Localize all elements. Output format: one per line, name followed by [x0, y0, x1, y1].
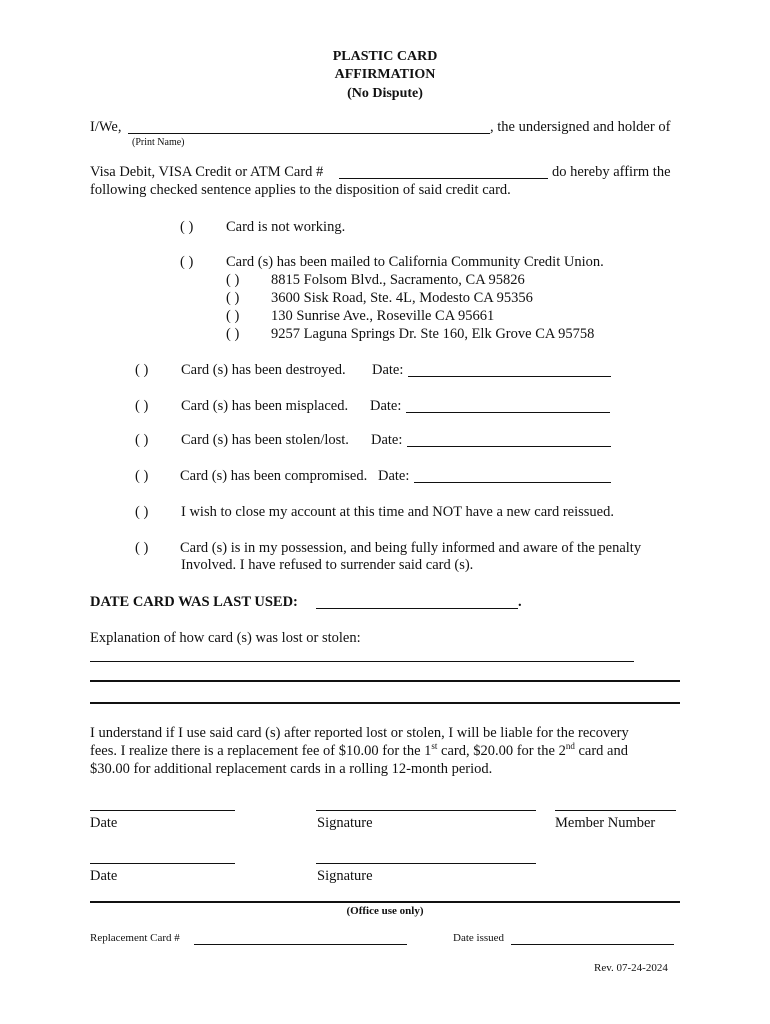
date-issued-label: Date issued — [453, 932, 505, 944]
replacement-card-field[interactable] — [194, 944, 407, 945]
checkbox-close-account[interactable]: ( ) — [135, 504, 149, 520]
option-possession-line1: Card (s) is in my possession, and being fully informed and aware of the penalty — [180, 540, 642, 556]
office-heading: (Office use only) — [346, 905, 424, 917]
signature-field-2[interactable] — [316, 863, 536, 864]
explanation-line-2[interactable] — [90, 680, 680, 682]
checkbox-branch-modesto[interactable]: ( ) — [226, 290, 240, 306]
signature-label-2: Signature — [317, 868, 373, 884]
holder-prefix: I/We, — [90, 119, 122, 135]
date-issued-field[interactable] — [511, 944, 674, 945]
signature-label-1: Signature — [317, 815, 373, 831]
option-possession-line2: Involved. I have refused to surrender said card (s). — [181, 557, 474, 573]
misplaced-date-label: Date: — [370, 398, 402, 414]
option-close-account: I wish to close my account at this time and NOT have a new card reissued. — [181, 504, 614, 520]
destroyed-date-field[interactable] — [408, 376, 611, 377]
compromised-date-field[interactable] — [414, 482, 611, 483]
checkbox-possession[interactable]: ( ) — [135, 540, 149, 556]
print-name-field[interactable] — [128, 133, 490, 134]
branch-modesto: 3600 Sisk Road, Ste. 4L, Modesto CA 95356 — [271, 290, 533, 306]
date-field-1[interactable] — [90, 810, 235, 811]
checkbox-branch-roseville[interactable]: ( ) — [226, 308, 240, 324]
option-stolen: Card (s) has been stolen/lost. — [181, 432, 349, 448]
form-title-line1: PLASTIC CARD — [332, 49, 438, 64]
stolen-date-field[interactable] — [407, 446, 611, 447]
destroyed-date-label: Date: — [372, 362, 404, 378]
liability-line1: I understand if I use said card (s) after reported lost or stolen, I will be liable for the recovery — [90, 725, 629, 741]
card-line-suffix: do hereby affirm the — [552, 164, 671, 180]
checkbox-branch-sacramento[interactable]: ( ) — [226, 272, 240, 288]
checkbox-mailed[interactable]: ( ) — [180, 254, 194, 270]
explanation-label: Explanation of how card (s) was lost or stolen: — [90, 630, 361, 646]
office-divider — [90, 901, 680, 903]
revision-label: Rev. 07-24-2024 — [594, 962, 668, 974]
card-number-field[interactable] — [339, 178, 548, 179]
holder-suffix: , the undersigned and holder of — [490, 119, 671, 135]
member-number-field[interactable] — [555, 810, 676, 811]
explanation-line-1[interactable] — [90, 661, 634, 662]
branch-sacramento: 8815 Folsom Blvd., Sacramento, CA 95826 — [271, 272, 525, 288]
option-destroyed: Card (s) has been destroyed. — [181, 362, 346, 378]
date-label-2: Date — [90, 868, 118, 884]
branch-elk-grove: 9257 Laguna Springs Dr. Ste 160, Elk Grove CA 95758 — [271, 326, 595, 342]
branch-roseville: 130 Sunrise Ave., Roseville CA 95661 — [271, 308, 495, 324]
replacement-card-label: Replacement Card # — [90, 932, 180, 944]
stolen-date-label: Date: — [371, 432, 403, 448]
explanation-line-3[interactable] — [90, 702, 680, 704]
checkbox-destroyed[interactable]: ( ) — [135, 362, 149, 378]
checkbox-branch-elk-grove[interactable]: ( ) — [226, 326, 240, 342]
liability-line2: fees. I realize there is a replacement fee of $10.00 for the 1st card, $20.00 for the 2nd card and — [90, 741, 628, 759]
option-mailed: Card (s) has been mailed to California Community Credit Union. — [226, 254, 604, 270]
card-line-prefix: Visa Debit, VISA Credit or ATM Card # — [90, 164, 324, 180]
checkbox-misplaced[interactable]: ( ) — [135, 398, 149, 414]
card-line-2: following checked sentence applies to the disposition of said credit card. — [90, 182, 511, 198]
signature-field-1[interactable] — [316, 810, 536, 811]
form-title-line2: AFFIRMATION — [334, 67, 436, 82]
last-used-period: . — [518, 594, 522, 610]
date-label-1: Date — [90, 815, 118, 831]
last-used-label: DATE CARD WAS LAST USED: — [90, 594, 298, 610]
option-compromised: Card (s) has been compromised. — [180, 468, 368, 484]
last-used-field[interactable] — [316, 608, 518, 609]
misplaced-date-field[interactable] — [406, 412, 610, 413]
form-title-line3: (No Dispute) — [347, 86, 423, 101]
print-name-caption: (Print Name) — [132, 137, 185, 148]
option-not-working: Card is not working. — [226, 219, 346, 235]
member-number-label: Member Number — [555, 815, 656, 831]
compromised-date-label: Date: — [378, 468, 410, 484]
checkbox-compromised[interactable]: ( ) — [135, 468, 149, 484]
option-misplaced: Card (s) has been misplaced. — [181, 398, 349, 414]
checkbox-not-working[interactable]: ( ) — [180, 219, 194, 235]
date-field-2[interactable] — [90, 863, 235, 864]
checkbox-stolen[interactable]: ( ) — [135, 432, 149, 448]
liability-line3: $30.00 for additional replacement cards in a rolling 12-month period. — [90, 761, 493, 777]
